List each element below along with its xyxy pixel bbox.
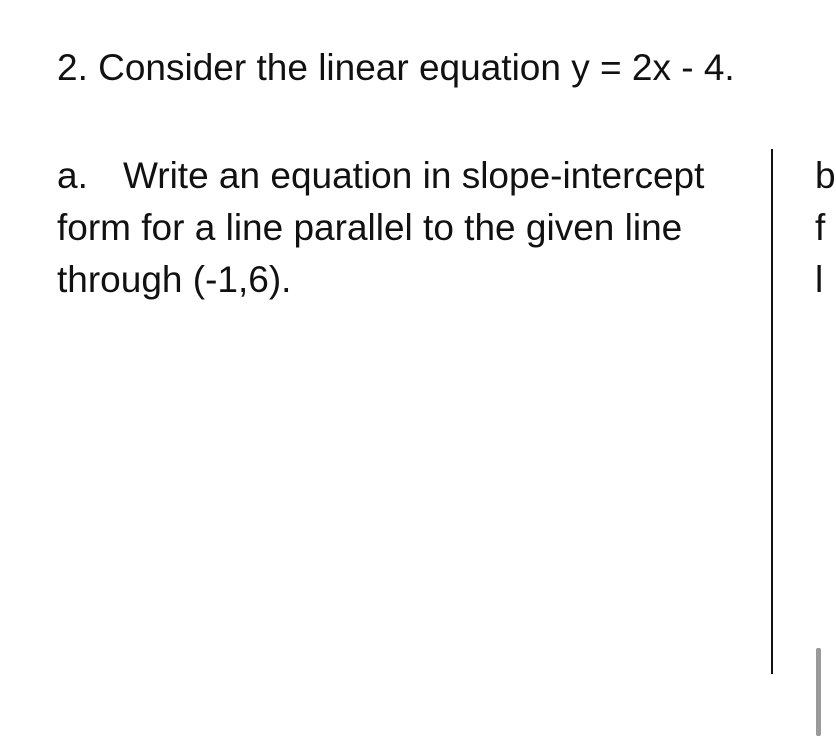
part-b-prompt-cropped — [815, 150, 836, 306]
part-a-label: a. — [57, 155, 88, 196]
scrollbar-thumb[interactable] — [816, 648, 821, 736]
question-title: 2. Consider the linear equation y = 2x - 4. — [57, 47, 735, 88]
part-a-prompt — [57, 150, 757, 306]
part-a-line-3: through (-1,6). — [57, 259, 292, 300]
part-b-line-1: b — [815, 155, 836, 196]
part-b-line-3: l — [815, 259, 824, 300]
part-a-line-2: form for a line parallel to the given line — [57, 207, 683, 248]
part-a-text-1: Write an equation in slope-intercept — [123, 155, 705, 196]
part-a-line-1 — [57, 150, 757, 202]
part-b-line-2: f — [815, 207, 826, 248]
column-divider — [771, 149, 773, 674]
